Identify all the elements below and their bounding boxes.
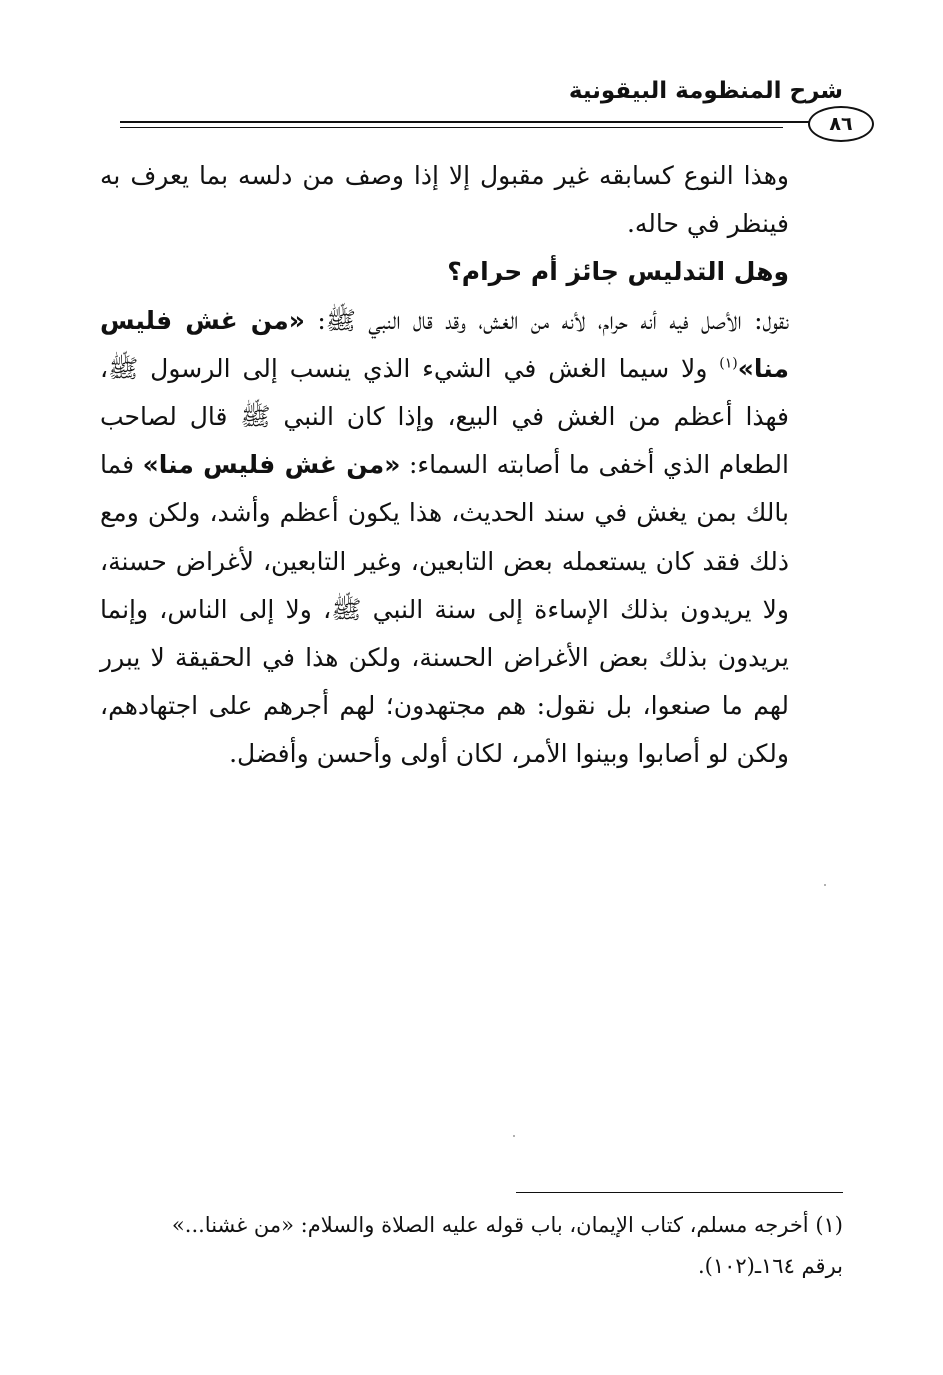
paragraph-2-part-a: نقول: الأصل فيه أنه حرام، لأنه من الغش، وقد قال النبي ﷺ:: [304, 305, 790, 335]
header-rule-secondary: [120, 127, 783, 128]
footnotes: [100, 1205, 843, 1287]
paragraph-2: [100, 297, 843, 779]
footnote-1-line-1: (١) أخرجه مسلم، كتاب الإيمان، باب قوله عليه الصلاة والسلام: «من غشنا...»: [171, 1213, 843, 1237]
page-number: ٨٦: [808, 106, 874, 142]
running-header-title: شرح المنظومة البيقونية: [568, 78, 843, 104]
footnote-ref-1: (١): [719, 355, 738, 372]
header-rule: [120, 121, 843, 123]
footnote-1-line-2: برقم ١٦٤ـ(١٠٢).: [697, 1254, 843, 1278]
scan-speck: [824, 884, 826, 886]
hadith-quote-2: «من غش فليس منا»: [142, 450, 401, 480]
scan-speck: [513, 1135, 515, 1137]
body-text: [100, 152, 843, 779]
section-question: وهل التدليس جائز أم حرام؟: [447, 257, 789, 287]
paragraph-2-part-b: ولا سيما الغش في الشيء الذي ينسب إلى الرسول ﷺ، فهذا أعظم من الغش في البيع، وإذا كان النبي ﷺ قال لصاحب الطعام الذي أخفى ما أصابته السماء:: [100, 353, 789, 480]
paragraph-2-part-c: فما بالك بمن يغش في سند الحديث، هذا يكون أعظم وأشد، ولكن ومع ذلك فقد كان يستعمله بعض التابعين، وغير التابعين، لأغراض حسنة، ولا يريدون بذلك الإساءة إلى سنة النبي ﷺ، ولا إلى الناس، وإنما يريدون بذلك بعض الأغراض الحسنة، ولكن هذا في الحقيقة لا يبرر لهم ما صنعوا، بل نقول: هم مجتهدون؛ لهم أجرهم على اجتهادهم، ولكن لو أصابوا وبينوا الأمر، لكان أولى وأحسن وأفضل.: [100, 450, 789, 769]
footnote-separator: [516, 1192, 843, 1193]
paragraph-1: وهذا النوع كسابقه غير مقبول إلا إذا وصف من دلسه بما يعرف به فينظر في حاله.: [100, 161, 789, 239]
hadith-quote-1: «من غش فليس منا»: [100, 305, 789, 383]
